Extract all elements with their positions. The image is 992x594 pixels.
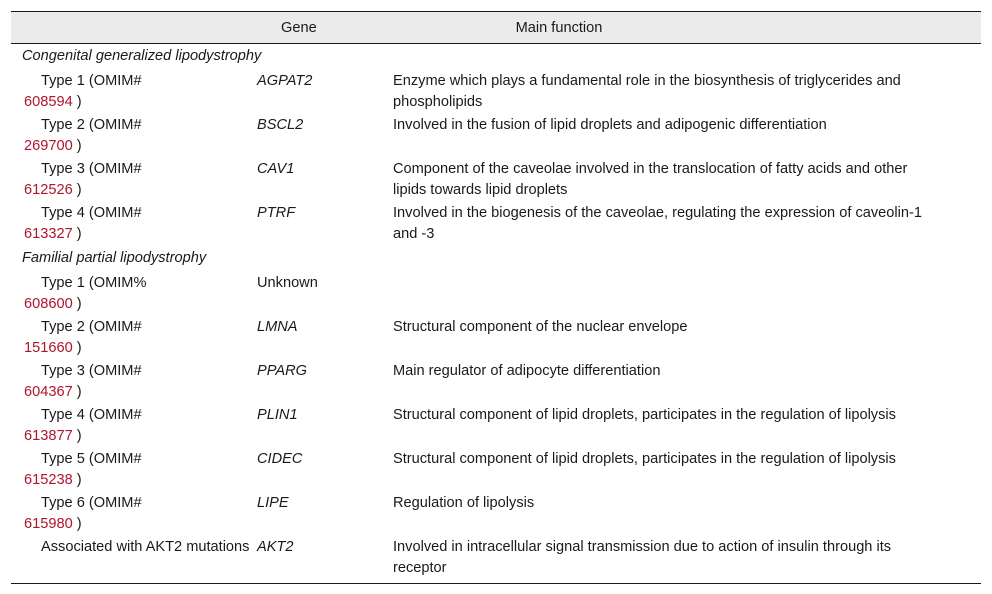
- omim-link[interactable]: 608600: [24, 296, 73, 312]
- type-label: Type 3 (OMIM#: [41, 363, 142, 379]
- table-row: [11, 448, 981, 492]
- type-label: Type 3 (OMIM#: [41, 161, 142, 177]
- table-row: [11, 536, 981, 584]
- main-function-cell: Involved in intracellular signal transmission due to action of insulin through its receptor: [393, 539, 892, 576]
- section-title: Congenital generalized lipodystrophy: [22, 48, 262, 64]
- header-row: [11, 12, 981, 44]
- main-function-cell: Main regulator of adipocyte differentiation: [393, 363, 661, 379]
- omim-link[interactable]: 269700: [24, 138, 73, 154]
- table-row: [11, 360, 981, 404]
- header-gene: Gene: [257, 12, 393, 44]
- closing-paren: ): [76, 182, 82, 198]
- gene-cell: CIDEC: [257, 451, 303, 467]
- type-label: Associated with AKT2 mutations: [41, 539, 250, 555]
- lipodystrophy-type-cell: [11, 114, 257, 158]
- section-title: Familial partial lipodystrophy: [22, 250, 207, 266]
- gene-cell: BSCL2: [257, 117, 304, 133]
- table-row: [11, 158, 981, 202]
- type-label: Type 1 (OMIM%: [41, 275, 147, 291]
- main-function-cell: Enzyme which plays a fundamental role in the biosynthesis of triglycerides and phospholipids: [393, 73, 901, 110]
- omim-link[interactable]: 151660: [24, 340, 73, 356]
- gene-cell: CAV1: [257, 161, 295, 177]
- table-row: [11, 114, 981, 158]
- lipodystrophy-type-cell: [11, 158, 257, 202]
- lipodystrophy-type-cell: [11, 272, 257, 316]
- lipodystrophy-gene-table: [11, 11, 981, 584]
- type-label: Type 4 (OMIM#: [41, 407, 142, 423]
- omim-link[interactable]: 613877: [24, 428, 73, 444]
- closing-paren: ): [76, 472, 82, 488]
- lipodystrophy-type-cell: [11, 448, 257, 492]
- table-body: [11, 44, 981, 584]
- closing-paren: ): [76, 296, 82, 312]
- table-row: [11, 404, 981, 448]
- header-type: [11, 12, 257, 44]
- type-label: Type 6 (OMIM#: [41, 495, 142, 511]
- main-function-cell: Structural component of lipid droplets, participates in the regulation of lipolysis: [393, 451, 896, 467]
- type-label: Type 5 (OMIM#: [41, 451, 142, 467]
- omim-link[interactable]: 613327: [24, 226, 73, 242]
- omim-link[interactable]: 615980: [24, 516, 73, 532]
- type-label: Type 2 (OMIM#: [41, 319, 142, 335]
- gene-cell: Unknown: [257, 275, 318, 291]
- section-row: [11, 246, 981, 272]
- lipodystrophy-type-cell: [11, 536, 257, 584]
- omim-link[interactable]: 615238: [24, 472, 73, 488]
- lipodystrophy-type-cell: [11, 492, 257, 536]
- section-row: [11, 44, 981, 71]
- lipodystrophy-type-cell: [11, 404, 257, 448]
- type-label: Type 2 (OMIM#: [41, 117, 142, 133]
- gene-cell: AKT2: [257, 539, 294, 555]
- closing-paren: ): [76, 226, 82, 242]
- main-function-cell: [393, 272, 981, 316]
- header-main-function: Main function: [393, 12, 981, 44]
- closing-paren: ): [76, 516, 82, 532]
- lipodystrophy-type-cell: [11, 202, 257, 246]
- table-row: [11, 492, 981, 536]
- closing-paren: ): [76, 428, 82, 444]
- main-function-cell: Involved in the biogenesis of the caveolae, regulating the expression of caveolin-1 and -3: [393, 205, 922, 242]
- omim-link[interactable]: 612526: [24, 182, 73, 198]
- gene-cell: LIPE: [257, 495, 289, 511]
- main-function-cell: Regulation of lipolysis: [393, 495, 535, 511]
- table-container: [11, 11, 981, 584]
- closing-paren: ): [76, 340, 82, 356]
- gene-cell: PLIN1: [257, 407, 298, 423]
- omim-link[interactable]: 608594: [24, 94, 73, 110]
- bottom-rule: [11, 584, 981, 585]
- omim-link[interactable]: 604367: [24, 384, 73, 400]
- lipodystrophy-type-cell: [11, 360, 257, 404]
- main-function-cell: Structural component of the nuclear envelope: [393, 319, 688, 335]
- table-row: [11, 272, 981, 316]
- type-label: Type 4 (OMIM#: [41, 205, 142, 221]
- main-function-cell: Structural component of lipid droplets, participates in the regulation of lipolysis: [393, 407, 896, 423]
- table-row: [11, 316, 981, 360]
- main-function-cell: Component of the caveolae involved in the translocation of fatty acids and other lipids towards lipid droplets: [393, 161, 908, 198]
- closing-paren: ): [76, 384, 82, 400]
- main-function-cell: Involved in the fusion of lipid droplets and adipogenic differentiation: [393, 117, 827, 133]
- closing-paren: ): [76, 94, 82, 110]
- closing-paren: ): [76, 138, 82, 154]
- type-label: Type 1 (OMIM#: [41, 73, 142, 89]
- table-row: [11, 70, 981, 114]
- table-row: [11, 202, 981, 246]
- lipodystrophy-type-cell: [11, 316, 257, 360]
- gene-cell: AGPAT2: [257, 73, 313, 89]
- lipodystrophy-type-cell: [11, 70, 257, 114]
- gene-cell: PTRF: [257, 205, 296, 221]
- gene-cell: LMNA: [257, 319, 298, 335]
- gene-cell: PPARG: [257, 363, 308, 379]
